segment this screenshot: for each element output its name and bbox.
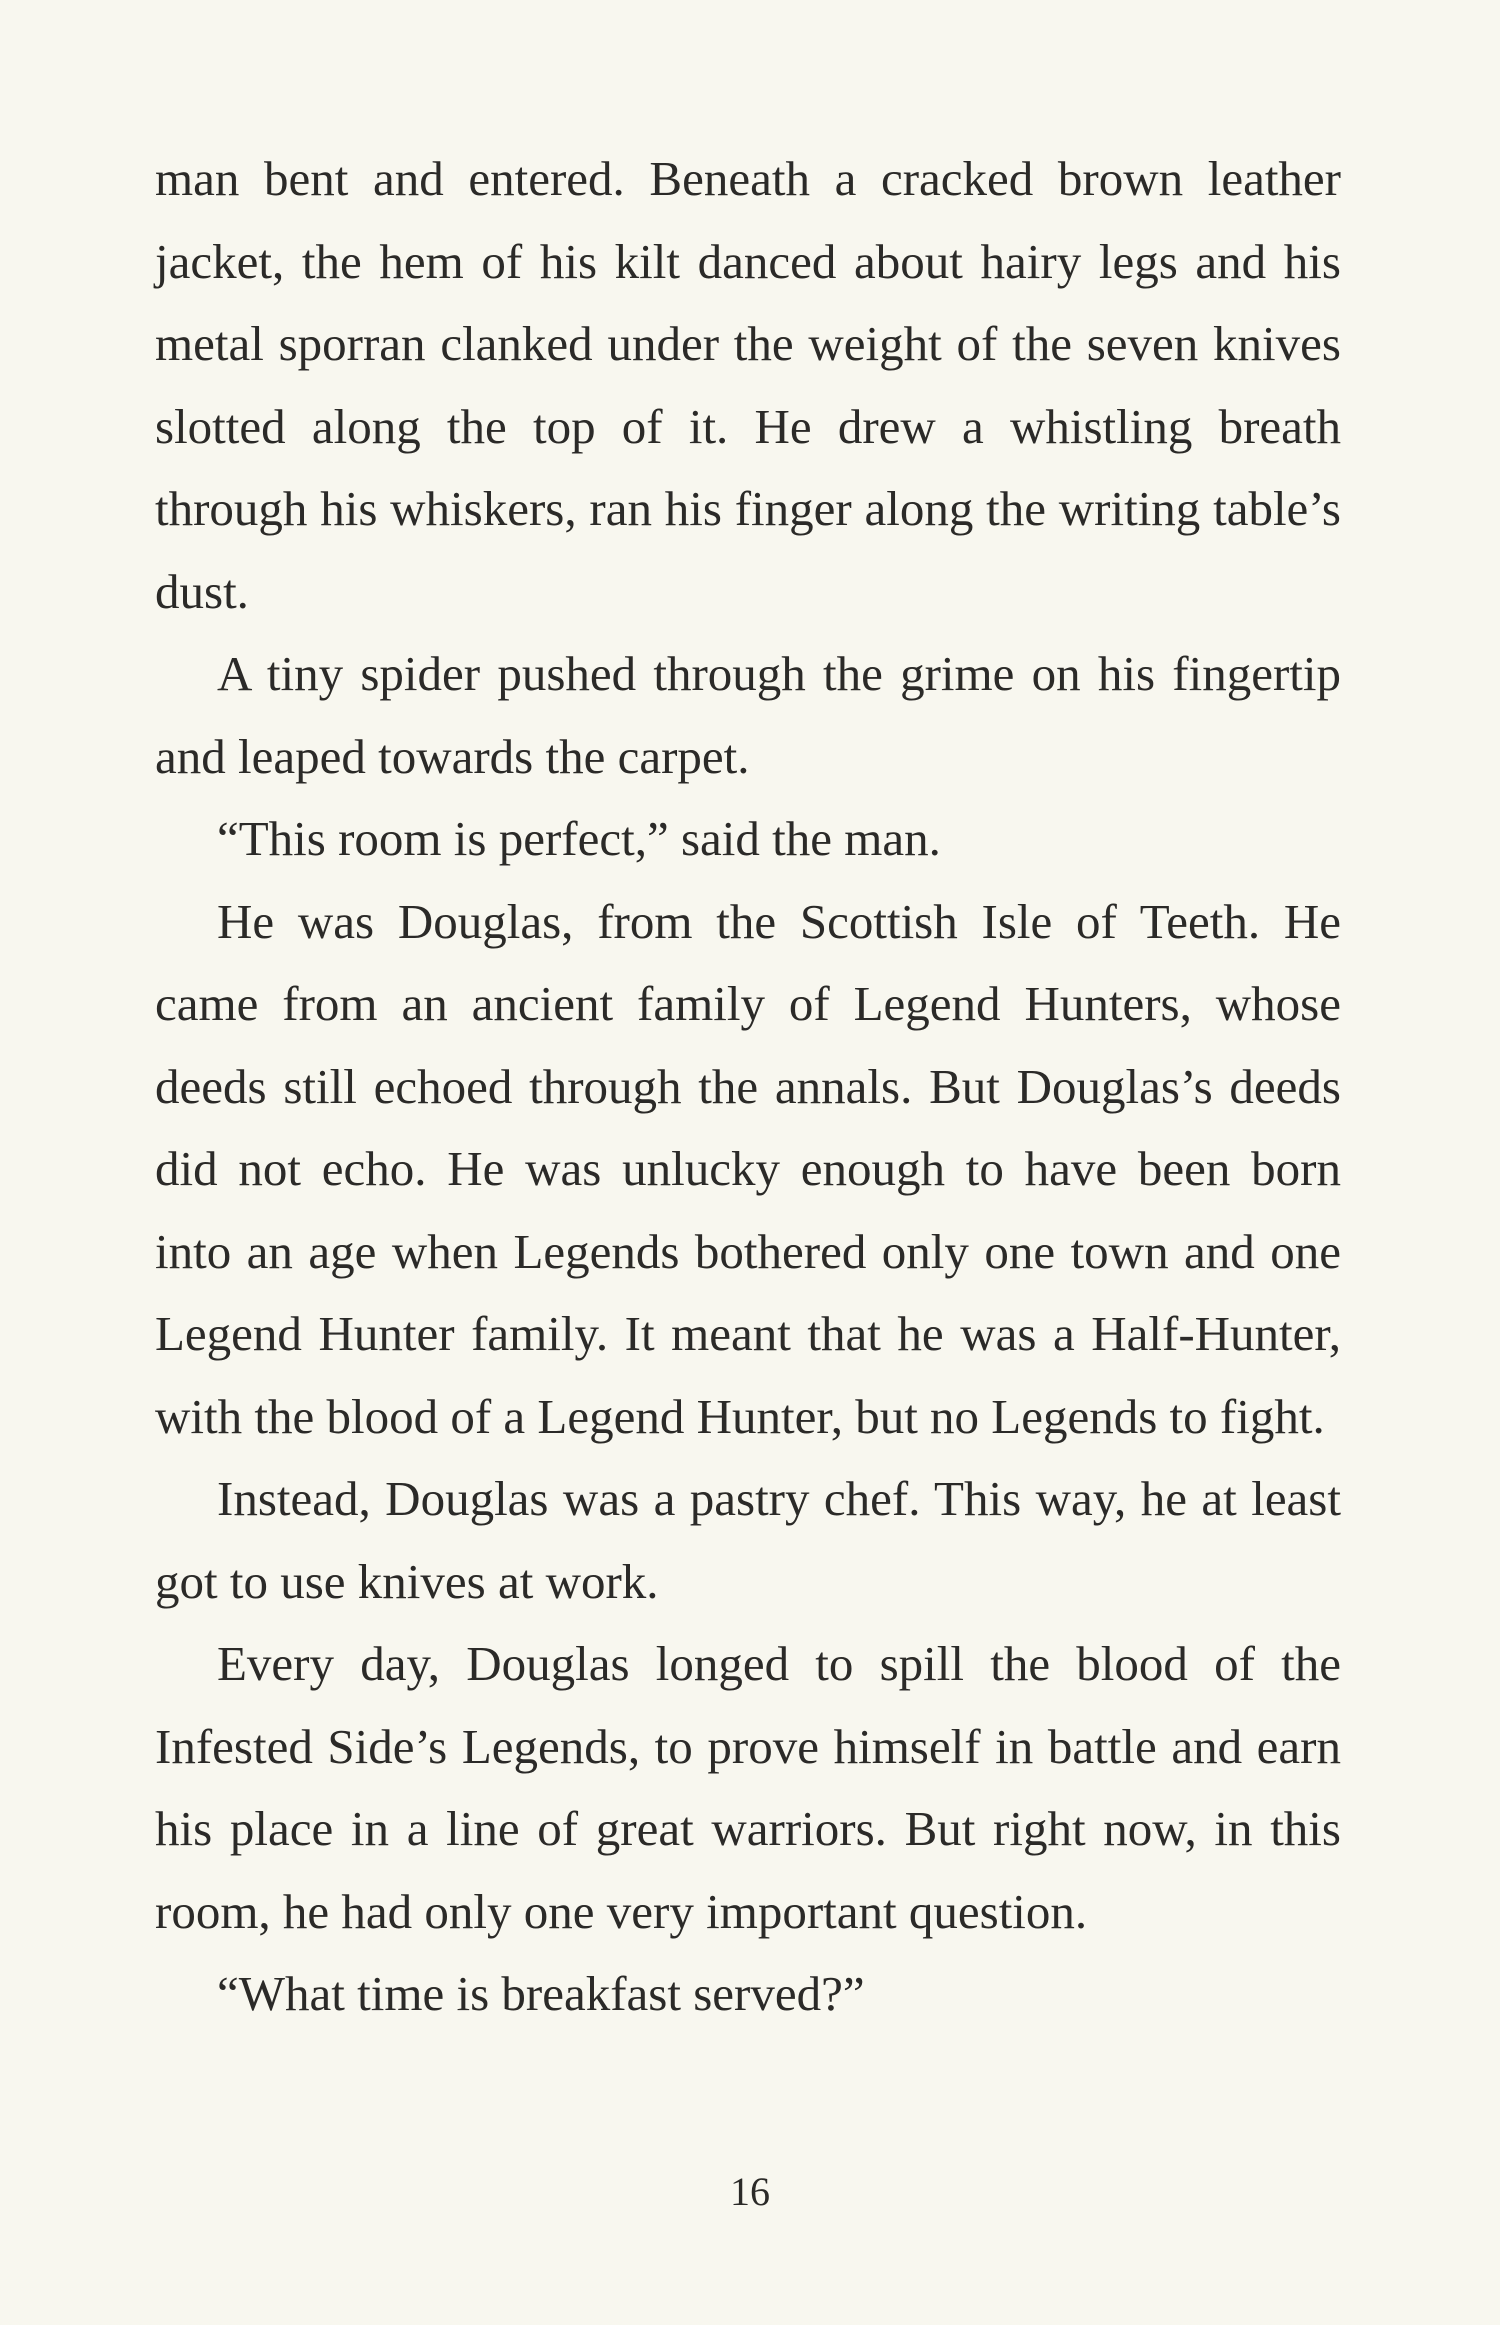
paragraph-continuation: man bent and entered. Beneath a cracked brown leather jacket, the hem of his kilt danced about hairy legs and his metal sporran clanked under the weight of the seven knives slotted along the top of it. He drew a whistling breath through his whiskers, ran his finger along the writing table’s dust. — [155, 151, 1341, 619]
paragraph-dialogue-room: “This room is perfect,” said the man. — [217, 811, 941, 866]
page-number: 16 — [730, 2169, 770, 2214]
paragraph-douglas-intro: He was Douglas, from the Scottish Isle of Teeth. He came from an ancient family of Legend Hunters, whose deeds still echoed through the annals. But Douglas’s deeds did not echo. He was unlucky enough to have been born into an age when Legends bothered only one town and one Legend Hunter family. It meant that he was a Half-Hunter, with the blood of a Legend Hunter, but no Legends to fight. — [155, 893, 1341, 1444]
paragraph-dialogue-breakfast: “What time is breakfast served?” — [217, 1966, 865, 2021]
paragraph-pastry-chef: Instead, Douglas was a pastry chef. This way, he at least got to use knives at work. — [155, 1471, 1341, 1609]
paragraph-spider: A tiny spider pushed through the grime on his fingertip and leaped towards the carpet. — [155, 646, 1341, 784]
paragraph-every-day: Every day, Douglas longed to spill the blood of the Infested Side’s Legends, to prove himself in battle and earn his place in a line of great warriors. But right now, in this room, he had only one very important question. — [155, 1636, 1341, 1939]
body-text — [155, 138, 1341, 2036]
